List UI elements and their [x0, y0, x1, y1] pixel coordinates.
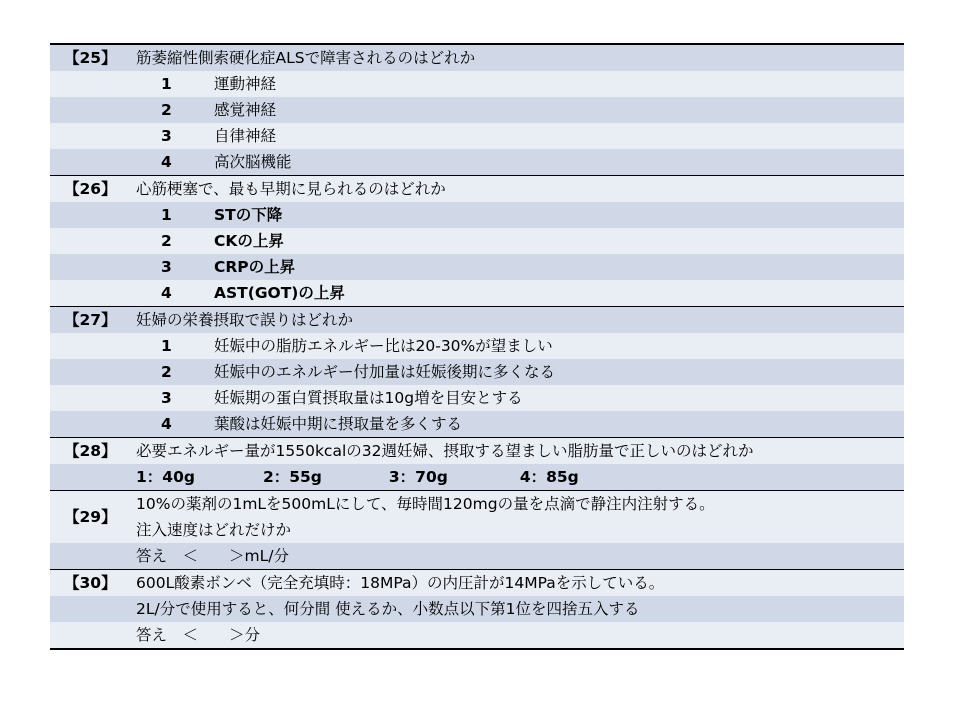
choice-1: 1：40g [136, 468, 195, 486]
question-text: 必要エネルギー量が1550kcalの32週妊婦、摂取する望ましい脂肪量で正しいのはどれか [136, 442, 754, 460]
question-number: 【30】 [64, 574, 117, 592]
question-text: 妊婦の栄養摂取で誤りはどれか [136, 311, 354, 329]
question-row-29 [50, 490, 904, 543]
option-number: 2 [161, 363, 172, 381]
choice-4: 4：85g [519, 468, 579, 486]
answer-line: 答え ＜ ＞分 [136, 626, 261, 644]
question-number: 【27】 [64, 311, 117, 329]
answer-row [50, 622, 904, 648]
option-row [50, 280, 904, 306]
question-row-26 [50, 175, 904, 202]
option-text: 葉酸は妊娠中期に摂取量を多くする [214, 415, 463, 433]
option-text: 感覚神経 [214, 101, 277, 119]
question-table [50, 43, 904, 650]
question-text-line-2: 2L/分で使用すると、何分間 使えるか、小数点以下第1位を四捨五入する [136, 600, 640, 618]
option-text: CKの上昇 [214, 232, 284, 250]
option-text: 妊娠中の脂肪エネルギー比は20-30%が望ましい [214, 337, 553, 355]
option-text: STの下降 [214, 206, 283, 224]
question-text-line-1: 10%の薬剤の1mLを500mLにして、毎時間120mgの量を点滴で静注内注射する。 [136, 495, 715, 513]
option-row [50, 71, 904, 97]
question-text: 心筋梗塞で、最も早期に見られるのはどれか [136, 180, 446, 198]
option-number: 4 [161, 415, 172, 433]
option-text: 運動神経 [214, 75, 277, 93]
option-number: 1 [161, 75, 172, 93]
option-number: 3 [161, 389, 172, 407]
question-text [136, 491, 898, 543]
question-number: 【29】 [64, 508, 117, 526]
option-text: 高次脳機能 [214, 153, 292, 171]
option-row [50, 254, 904, 280]
question-continuation-row [50, 596, 904, 622]
option-number: 4 [161, 153, 172, 171]
option-row [50, 333, 904, 359]
question-text-line-1: 600L酸素ボンベ（完全充填時：18MPa）の内圧計が14MPaを示している。 [136, 574, 665, 592]
option-number: 1 [161, 337, 172, 355]
option-number: 1 [161, 206, 172, 224]
option-number: 2 [161, 101, 172, 119]
question-number: 【26】 [64, 180, 117, 198]
option-row [50, 97, 904, 123]
question-number: 【28】 [64, 442, 117, 460]
option-row [50, 123, 904, 149]
option-row [50, 228, 904, 254]
question-text-line-2: 注入速度はどれだけか [136, 521, 292, 539]
answer-line: 答え ＜ ＞mL/分 [136, 547, 289, 565]
choices-row [50, 464, 904, 490]
question-number: 【25】 [64, 49, 117, 67]
choice-3: 3：70g [388, 468, 448, 486]
option-number: 4 [161, 284, 172, 302]
option-row [50, 385, 904, 411]
option-text: 自律神経 [214, 127, 277, 145]
question-row-25 [50, 45, 904, 71]
option-number: 3 [161, 127, 172, 145]
option-number: 2 [161, 232, 172, 250]
question-row-30 [50, 569, 904, 596]
choice-2: 2：55g [262, 468, 322, 486]
option-number: 3 [161, 258, 172, 276]
option-row [50, 411, 904, 437]
option-row [50, 149, 904, 175]
option-text: AST(GOT)の上昇 [214, 284, 345, 302]
question-row-28 [50, 437, 904, 464]
option-text: 妊娠期の蛋白質摂取量は10g増を目安とする [214, 389, 523, 407]
choices-line [136, 464, 579, 490]
answer-row [50, 543, 904, 569]
option-row [50, 202, 904, 228]
option-row [50, 359, 904, 385]
option-text: 妊娠中のエネルギー付加量は妊娠後期に多くなる [214, 363, 556, 381]
option-text: CRPの上昇 [214, 258, 296, 276]
question-text: 筋萎縮性側索硬化症ALSで障害されるのはどれか [136, 49, 476, 67]
question-row-27 [50, 306, 904, 333]
